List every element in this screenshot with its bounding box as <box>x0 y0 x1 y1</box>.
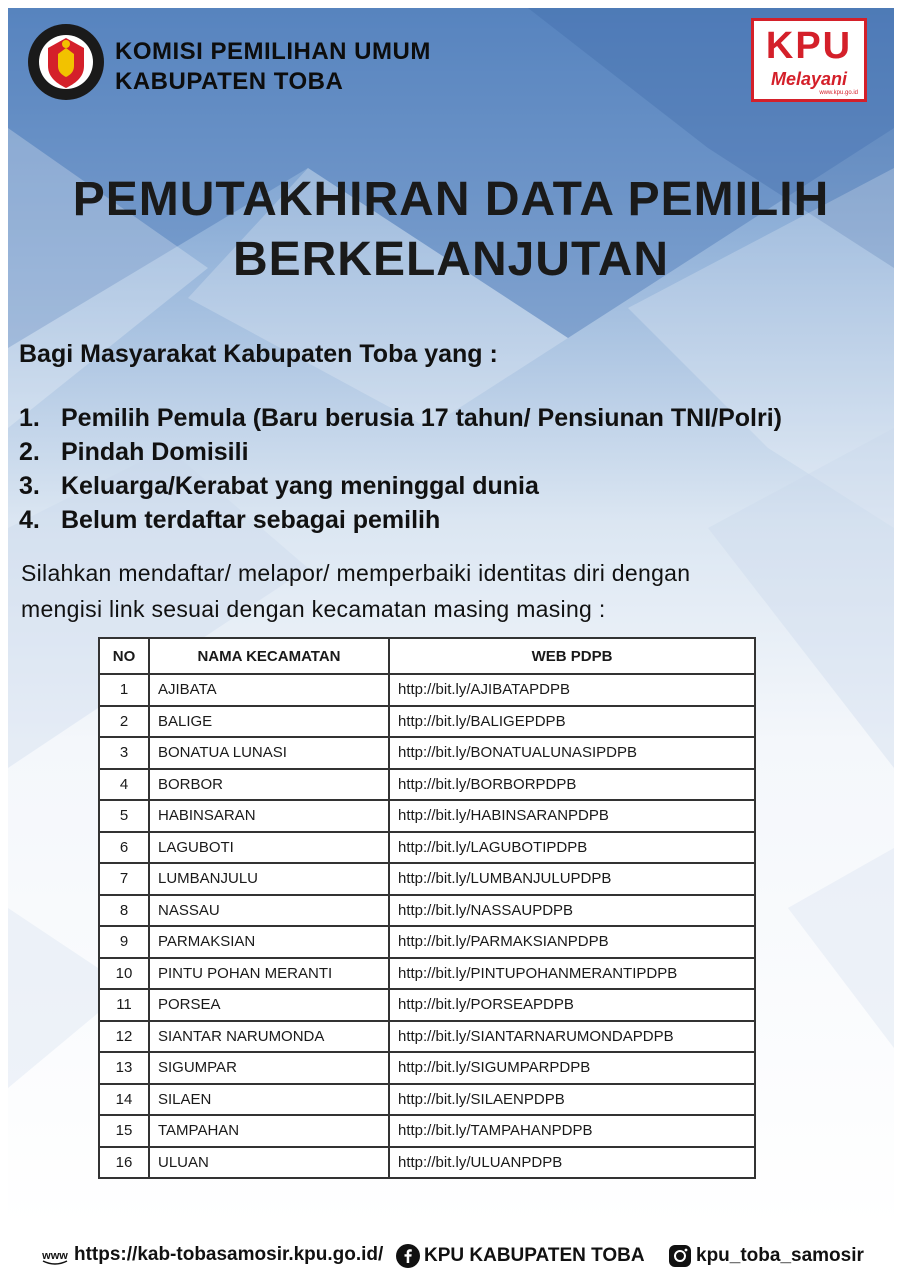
criteria-text: Pemilih Pemula (Baru berusia 17 tahun/ Pensiunan TNI/Polri) <box>61 404 782 432</box>
badge-melayani-text: Melayani <box>770 69 848 89</box>
badge-url-text: www.kpu.go.id <box>819 90 858 96</box>
table-row <box>99 1052 755 1084</box>
table-row <box>99 706 755 738</box>
cell-nama-kecamatan: BORBOR <box>149 769 389 801</box>
footer-instagram[interactable] <box>668 1244 864 1268</box>
cell-nama-kecamatan: BALIGE <box>149 706 389 738</box>
cell-no: 13 <box>99 1052 149 1084</box>
cell-no: 1 <box>99 674 149 706</box>
table-row <box>99 832 755 864</box>
cell-nama-kecamatan: HABINSARAN <box>149 800 389 832</box>
criteria-text: Pindah Domisili <box>61 438 249 466</box>
criteria-text: Keluarga/Kerabat yang meninggal dunia <box>61 472 539 500</box>
criteria-number: 4. <box>19 506 40 534</box>
criteria-number: 3. <box>19 472 40 500</box>
criteria-item <box>19 472 539 501</box>
footer-facebook[interactable] <box>396 1244 645 1268</box>
main-title-line1: PEMUTAKHIRAN DATA PEMILIH <box>72 173 830 226</box>
cell-web-pdpb[interactable]: http://bit.ly/BONATUALUNASIPDPB <box>389 737 755 769</box>
table-row <box>99 895 755 927</box>
cell-no: 2 <box>99 706 149 738</box>
criteria-item <box>19 506 440 535</box>
facebook-icon <box>396 1244 420 1268</box>
cell-nama-kecamatan: TAMPAHAN <box>149 1115 389 1147</box>
table-row <box>99 674 755 706</box>
table-row <box>99 958 755 990</box>
kpu-logo-icon <box>26 22 106 102</box>
cell-no: 16 <box>99 1147 149 1179</box>
cell-web-pdpb[interactable]: http://bit.ly/AJIBATAPDPB <box>389 674 755 706</box>
table-row <box>99 989 755 1021</box>
table-row <box>99 1021 755 1053</box>
cell-web-pdpb[interactable]: http://bit.ly/SIANTARNARUMONDAPDPB <box>389 1021 755 1053</box>
cell-nama-kecamatan: SIANTAR NARUMONDA <box>149 1021 389 1053</box>
table-row <box>99 926 755 958</box>
footer-facebook-text[interactable]: KPU KABUPATEN TOBA <box>424 1245 645 1267</box>
badge-kpu-text: KPU <box>765 25 853 67</box>
cell-web-pdpb[interactable]: http://bit.ly/BORBORPDPB <box>389 769 755 801</box>
kpu-melayani-badge <box>751 18 867 102</box>
footer-instagram-text[interactable]: kpu_toba_samosir <box>696 1245 864 1267</box>
cell-web-pdpb[interactable]: http://bit.ly/HABINSARANPDPB <box>389 800 755 832</box>
cell-no: 10 <box>99 958 149 990</box>
org-name-line1: KOMISI PEMILIHAN UMUM <box>115 38 431 65</box>
footer <box>0 1232 904 1280</box>
cell-nama-kecamatan: SIGUMPAR <box>149 1052 389 1084</box>
cell-no: 15 <box>99 1115 149 1147</box>
main-title-line2: BERKELANJUTAN <box>232 233 670 286</box>
cell-nama-kecamatan: SILAEN <box>149 1084 389 1116</box>
cell-web-pdpb[interactable]: http://bit.ly/NASSAUPDPB <box>389 895 755 927</box>
table-body <box>99 674 755 1178</box>
table-row <box>99 800 755 832</box>
cell-nama-kecamatan: PARMAKSIAN <box>149 926 389 958</box>
cell-nama-kecamatan: ULUAN <box>149 1147 389 1179</box>
cell-web-pdpb[interactable]: http://bit.ly/PINTUPOHANMERANTIPDPB <box>389 958 755 990</box>
footer-website[interactable] <box>40 1244 383 1266</box>
cell-no: 7 <box>99 863 149 895</box>
cell-no: 6 <box>99 832 149 864</box>
column-header-web-pdpb: WEB PDPB <box>389 638 755 674</box>
cell-no: 3 <box>99 737 149 769</box>
globe-www-icon <box>40 1245 70 1265</box>
cell-no: 4 <box>99 769 149 801</box>
instruction-line1: Silahkan mendaftar/ melapor/ memperbaiki identitas diri dengan <box>21 560 691 586</box>
column-header-nama-kecamatan: NAMA KECAMATAN <box>149 638 389 674</box>
instruction-line2: mengisi link sesuai dengan kecamatan masing masing : <box>21 596 606 622</box>
table-row <box>99 863 755 895</box>
poster <box>8 8 894 1230</box>
cell-web-pdpb[interactable]: http://bit.ly/ULUANPDPB <box>389 1147 755 1179</box>
criteria-number: 2. <box>19 438 40 466</box>
cell-no: 5 <box>99 800 149 832</box>
cell-web-pdpb[interactable]: http://bit.ly/SILAENPDPB <box>389 1084 755 1116</box>
cell-nama-kecamatan: AJIBATA <box>149 674 389 706</box>
criteria-number: 1. <box>19 404 40 432</box>
table-header-row <box>99 638 755 674</box>
cell-web-pdpb[interactable]: http://bit.ly/BALIGEPDPB <box>389 706 755 738</box>
cell-web-pdpb[interactable]: http://bit.ly/TAMPAHANPDPB <box>389 1115 755 1147</box>
criteria-text: Belum terdaftar sebagai pemilih <box>61 506 441 534</box>
org-name-line2: KABUPATEN TOBA <box>115 68 344 95</box>
cell-nama-kecamatan: PINTU POHAN MERANTI <box>149 958 389 990</box>
cell-web-pdpb[interactable]: http://bit.ly/LUMBANJULUPDPB <box>389 863 755 895</box>
footer-website-text[interactable]: https://kab-tobasamosir.kpu.go.id/ <box>74 1244 384 1265</box>
cell-web-pdpb[interactable]: http://bit.ly/LAGUBOTIPDPB <box>389 832 755 864</box>
cell-web-pdpb[interactable]: http://bit.ly/SIGUMPARPDPB <box>389 1052 755 1084</box>
cell-web-pdpb[interactable]: http://bit.ly/PORSEAPDPB <box>389 989 755 1021</box>
kecamatan-link-table <box>98 637 756 1179</box>
cell-web-pdpb[interactable]: http://bit.ly/PARMAKSIANPDPB <box>389 926 755 958</box>
cell-nama-kecamatan: LAGUBOTI <box>149 832 389 864</box>
cell-nama-kecamatan: NASSAU <box>149 895 389 927</box>
cell-nama-kecamatan: LUMBANJULU <box>149 863 389 895</box>
cell-nama-kecamatan: PORSEA <box>149 989 389 1021</box>
criteria-item <box>19 404 782 433</box>
intro-text: Bagi Masyarakat Kabupaten Toba yang : <box>19 340 498 368</box>
svg-text:www: www <box>42 1249 68 1262</box>
cell-no: 9 <box>99 926 149 958</box>
instagram-icon <box>668 1244 692 1268</box>
table-row <box>99 1147 755 1179</box>
cell-no: 8 <box>99 895 149 927</box>
cell-nama-kecamatan: BONATUA LUNASI <box>149 737 389 769</box>
column-header-no: NO <box>99 638 149 674</box>
table-row <box>99 769 755 801</box>
cell-no: 11 <box>99 989 149 1021</box>
criteria-item <box>19 438 249 467</box>
table-row <box>99 1115 755 1147</box>
table-row <box>99 1084 755 1116</box>
table-row <box>99 737 755 769</box>
cell-no: 14 <box>99 1084 149 1116</box>
cell-no: 12 <box>99 1021 149 1053</box>
